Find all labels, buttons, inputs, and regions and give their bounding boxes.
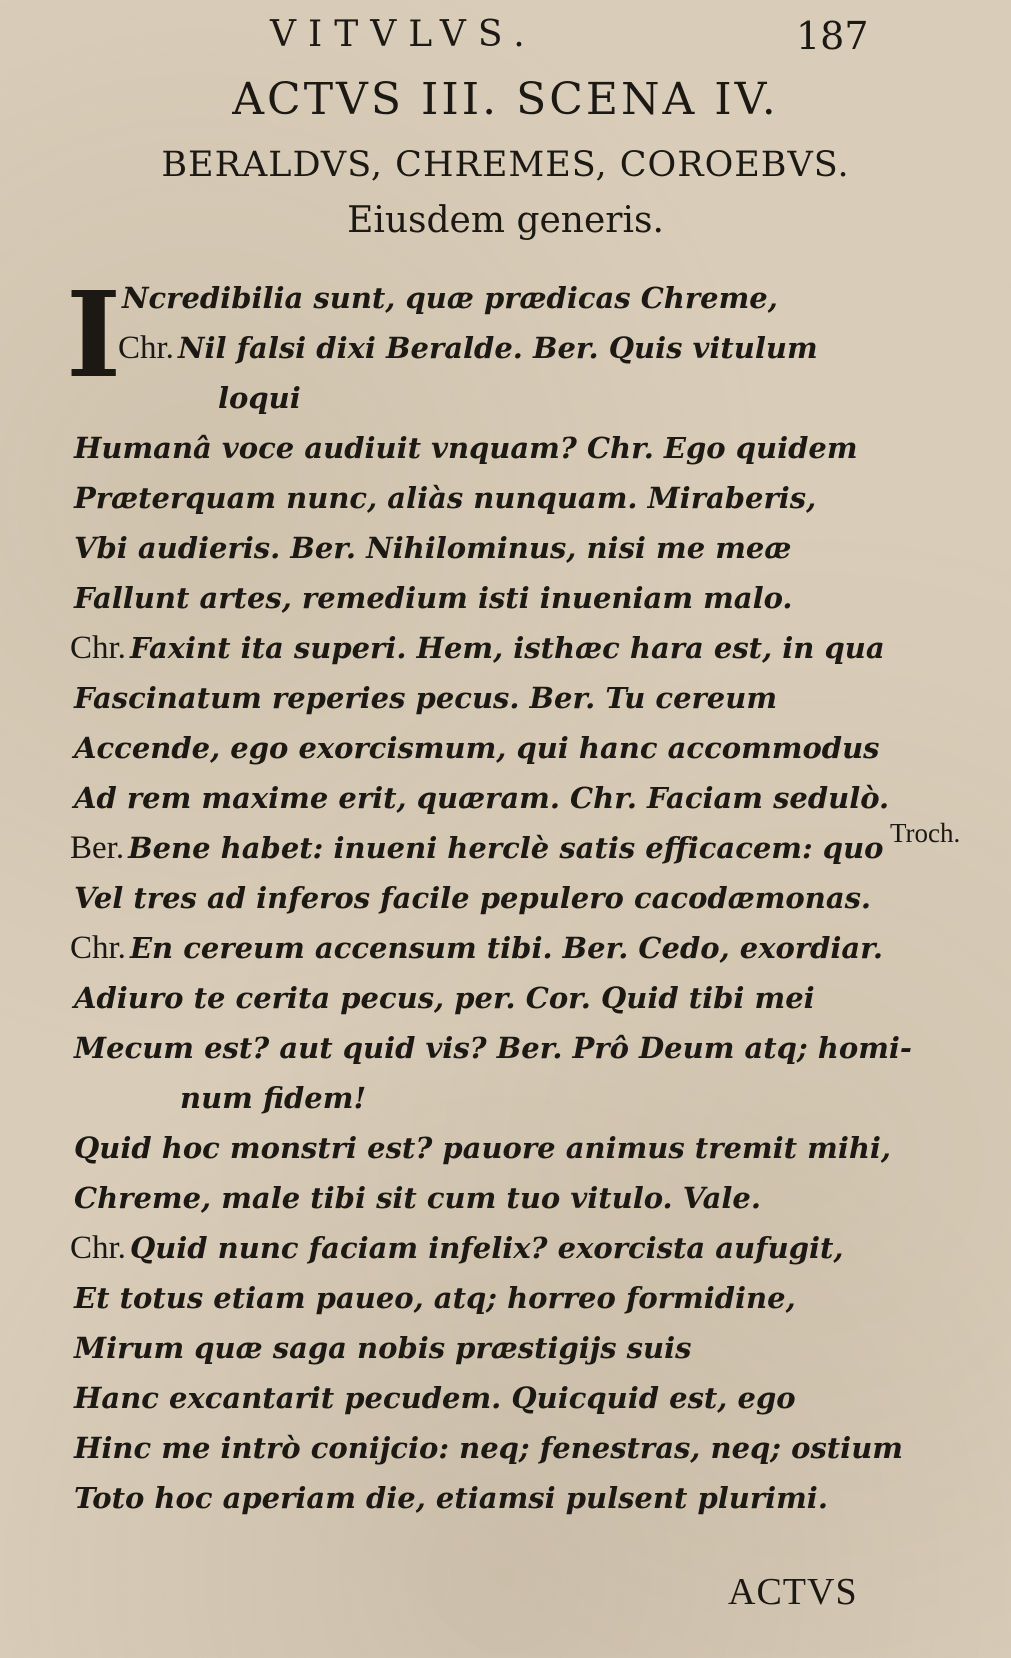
verse-line-15: Adiuro te cerita pecus, per. Cor. Quid tibi mei [74,981,815,1015]
verse-line-18: Quid hoc monstri est? pauore animus tremit mihi, [74,1131,892,1165]
dramatis-personae: BERALDVS, CHREMES, COROEBVS. [161,145,850,185]
verse-line-3: loqui [218,381,301,415]
catchword: ACTVS [728,1571,858,1613]
running-head: VITVLVS. [270,14,537,55]
verse-line-5: Præterquam nunc, aliàs nunquam. Miraberis, [74,481,817,515]
meter-note: Eiusdem generis. [347,200,664,241]
drop-cap: I [66,265,122,404]
verse-line-23: Hanc excantarit pecudem. Quicquid est, ego [74,1381,796,1415]
verse-line-20: Chr. Quid nunc faciam infelix? exorcista aufugit, [70,1230,844,1266]
verse-line-4: Humanâ voce audiuit vnquam? Chr. Ego quidem [74,431,858,465]
verse-line-24: Hinc me intrò conijcio: neq; fenestras, neq; ostium [74,1431,903,1465]
verse-line-8: Chr. Faxint ita superi. Hem, isthæc hara est, in qua [70,630,885,666]
verse-line-7: Fallunt artes, remedium isti inueniam malo. [74,581,793,615]
margin-note-meter: Troch. [890,818,961,848]
verse-line-2: Chr. Nil falsi dixi Beralde. Ber. Quis vitulum [118,330,818,366]
verse-line-14: Chr. En cereum accensum tibi. Ber. Cedo, exordiar. [70,930,883,966]
verse-line-21: Et totus etiam paueo, atq; horreo formidine, [74,1281,796,1315]
act-scene-heading: ACTVS III. SCENA IV. [232,74,779,125]
verse-line-10: Accende, ego exorcismum, qui hanc accommodus [74,731,880,765]
verse-line-17: num fidem! [180,1081,367,1115]
verse-line-1: Ncredibilia sunt, quæ prædicas Chreme, [122,281,778,315]
verse-line-25: Toto hoc aperiam die, etiamsi pulsent plurimi. [74,1481,828,1515]
verse-line-12: Ber. Bene habet: inueni herclè satis efficacem: quo [70,830,884,866]
page-number: 187 [796,14,869,58]
verse-line-22: Mirum quæ saga nobis præstigijs suis [74,1331,692,1365]
verse-line-13: Vel tres ad inferos facile pepulero cacodæmonas. [74,881,872,915]
verse-line-16: Mecum est? aut quid vis? Ber. Prô Deum atq; homi- [74,1031,912,1065]
verse-line-9: Fascinatum reperies pecus. Ber. Tu cereum [74,681,778,715]
verse-line-11: Ad rem maxime erit, quæram. Chr. Faciam sedulò. [74,781,890,815]
verse-line-6: Vbi audieris. Ber. Nihilominus, nisi me meæ [74,531,792,565]
verse-line-19: Chreme, male tibi sit cum tuo vitulo. Vale. [74,1181,761,1215]
